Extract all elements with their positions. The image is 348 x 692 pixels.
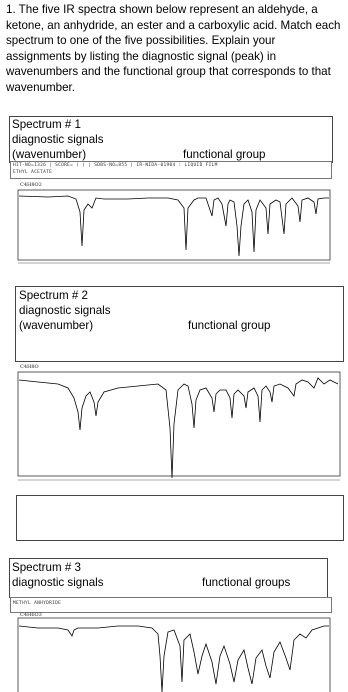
spectrum-2-answer-box[interactable] <box>16 495 344 541</box>
spectrum-2-wavenumber-label: (wavenumber) <box>19 319 94 332</box>
spectrum-3-header <box>10 597 332 613</box>
spectrum-3-box <box>9 558 328 598</box>
spectrum-2-group-label: functional group <box>188 319 271 332</box>
spectrum-3-title: Spectrum # 3 <box>12 561 81 574</box>
question-text: 1. The five IR spectra shown below represent an aldehyde, a ketone, an anhydride, an ester and a carboxylic acid. Match each spectrum to one of the five possibilities. Explain your assignments by listing the diagnostic signal (peak) in wavenumbers and the functional group that corresponds to that wavenumber. <box>6 3 341 94</box>
spectrum-1-signals-label: diagnostic signals <box>12 133 104 146</box>
spectrum-2-signals-label: diagnostic signals <box>19 304 111 317</box>
spectrum-1-title: Spectrum # 1 <box>12 118 81 131</box>
spectrum-1-wavenumber-label: (wavenumber) <box>12 148 87 161</box>
spectrum-3-header-line2: METHYL ANHYDRIDE <box>13 601 62 606</box>
spectrum-2-formula: C4H8O <box>20 364 39 370</box>
spectrum-1-header-line2: ETHYL ACETATE <box>13 170 53 175</box>
spectrum-1-plot <box>8 186 332 270</box>
spectrum-3-formula: C4H6O3 <box>20 612 42 618</box>
spectrum-1-box <box>9 116 333 163</box>
spectrum-3-plot <box>8 616 332 692</box>
spectrum-2-box <box>15 286 344 362</box>
spectrum-1-header-line1: HIT-NO=1326 | SCORE= ( ) | SDBS-NO=855 | IR-NIDA-01904 : LIQUID FILM <box>13 163 218 168</box>
spectrum-3-signals-label: diagnostic signals <box>12 576 104 589</box>
spectrum-2-plot <box>8 368 342 490</box>
spectrum-2-title: Spectrum # 2 <box>19 289 88 302</box>
spectrum-1-header <box>10 161 332 179</box>
spectrum-1-formula: C4H8O2 <box>20 182 42 188</box>
spectrum-1-group-label: functional group <box>183 148 266 161</box>
spectrum-3-group-label: functional groups <box>202 576 291 589</box>
